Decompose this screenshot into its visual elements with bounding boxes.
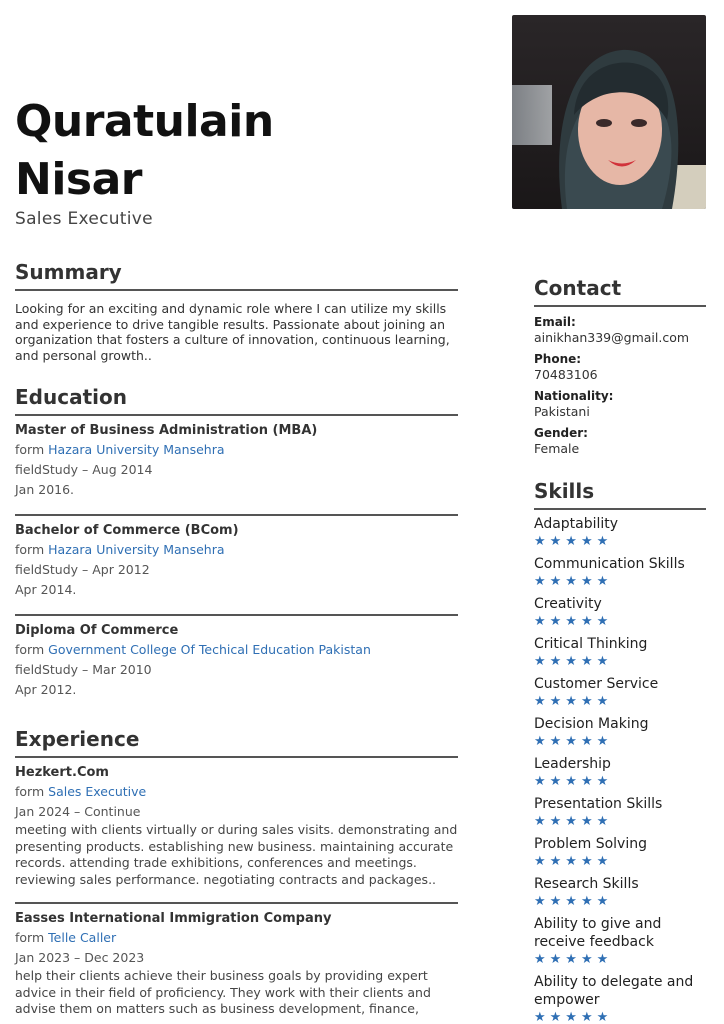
first-name: Quratulain	[15, 96, 274, 147]
role-line	[15, 928, 458, 948]
contact-section	[534, 275, 706, 457]
skill-name: Ability to delegate and empower	[534, 974, 694, 1008]
skill-name: Customer Service	[534, 676, 659, 692]
email-label: Email:	[534, 315, 576, 329]
candidate-name	[15, 93, 274, 209]
experience-entry	[15, 902, 458, 1018]
skill-item	[534, 715, 706, 750]
education-heading: Education	[15, 384, 458, 416]
study-period: fieldStudy – Aug 2014	[15, 462, 153, 477]
institution-link[interactable]: Hazara University Mansehra	[48, 442, 225, 457]
skill-item	[534, 515, 706, 550]
skill-name: Presentation Skills	[534, 796, 663, 812]
skill-name: Ability to give and receive feedback	[534, 916, 662, 950]
experience-section	[15, 726, 458, 1018]
phone-value[interactable]: 70483106	[534, 367, 598, 382]
skill-name: Problem Solving	[534, 836, 647, 852]
from-label: form	[15, 442, 45, 457]
skill-item	[534, 973, 706, 1024]
summary-heading: Summary	[15, 259, 458, 291]
skill-item	[534, 595, 706, 630]
education-entry	[15, 514, 458, 600]
skill-name: Communication Skills	[534, 556, 685, 572]
study-period: fieldStudy – Mar 2010	[15, 662, 152, 677]
skill-name: Adaptability	[534, 516, 619, 532]
phone-label: Phone:	[534, 352, 582, 366]
institution-link[interactable]: Government College Of Techical Education Pakistan	[48, 642, 371, 657]
email-value[interactable]: ainikhan339@gmail.com	[534, 330, 690, 345]
institution-line	[15, 440, 458, 460]
skill-rating-stars: ★★★★★	[534, 894, 613, 909]
skill-rating-stars: ★★★★★	[534, 952, 613, 967]
study-end: Jan 2016.	[15, 482, 75, 497]
skill-item	[534, 875, 706, 910]
company: Hezkert.Com	[15, 765, 109, 780]
institution-line	[15, 540, 458, 560]
gender-value: Female	[534, 441, 580, 456]
skill-item	[534, 555, 706, 590]
role-line	[15, 782, 458, 802]
skill-item	[534, 835, 706, 870]
skill-item	[534, 755, 706, 790]
company: Easses International Immigration Company	[15, 911, 332, 926]
from-label: form	[15, 642, 45, 657]
skill-item	[534, 675, 706, 710]
education-entry	[15, 614, 458, 700]
skills-heading: Skills	[534, 478, 706, 510]
from-label: form	[15, 930, 45, 945]
skill-rating-stars: ★★★★★	[534, 774, 613, 789]
job-description: help their clients achieve their business goals by providing expert advice in their field of proficiency. They work with their clients and advise them on matters such as business development, finance,	[15, 968, 431, 1016]
skill-name: Creativity	[534, 596, 602, 612]
role-link[interactable]: Sales Executive	[48, 784, 147, 799]
skill-name: Critical Thinking	[534, 636, 648, 652]
skill-name: Decision Making	[534, 716, 649, 732]
degree: Bachelor of Commerce (BCom)	[15, 523, 239, 538]
from-label: form	[15, 784, 45, 799]
skill-item	[534, 915, 706, 968]
study-end: Apr 2014.	[15, 582, 77, 597]
skill-rating-stars: ★★★★★	[534, 574, 613, 589]
skill-name: Research Skills	[534, 876, 639, 892]
profile-photo-image	[512, 15, 706, 209]
job-description: meeting with clients virtually or during sales visits. demonstrating and presenting products. establishing new business. maintaining accurate records. attending trade exhibitions, conferences and meetings. reviewing sales performance. negotiating contracts and packages..	[15, 822, 458, 887]
skill-rating-stars: ★★★★★	[534, 734, 613, 749]
skill-rating-stars: ★★★★★	[534, 654, 613, 669]
role-link[interactable]: Telle Caller	[48, 930, 117, 945]
experience-entry	[15, 758, 458, 888]
education-section	[15, 384, 458, 700]
job-period: Jan 2024 – Continue	[15, 804, 141, 819]
skill-item	[534, 795, 706, 830]
job-title: Sales Executive	[15, 209, 153, 229]
from-label: form	[15, 542, 45, 557]
education-entry	[15, 416, 458, 500]
skill-rating-stars: ★★★★★	[534, 814, 613, 829]
skill-name: Leadership	[534, 756, 611, 772]
skills-section	[534, 478, 706, 1024]
degree: Master of Business Administration (MBA)	[15, 423, 318, 438]
contact-heading: Contact	[534, 275, 706, 307]
institution-link[interactable]: Hazara University Mansehra	[48, 542, 225, 557]
study-end: Apr 2012.	[15, 682, 77, 697]
gender-label: Gender:	[534, 426, 588, 440]
last-name: Nisar	[15, 154, 142, 205]
nationality-label: Nationality:	[534, 389, 614, 403]
experience-heading: Experience	[15, 726, 458, 758]
job-period: Jan 2023 – Dec 2023	[15, 950, 145, 965]
skill-item	[534, 635, 706, 670]
institution-line	[15, 640, 458, 660]
summary-section	[15, 259, 458, 363]
study-period: fieldStudy – Apr 2012	[15, 562, 150, 577]
skills-list	[534, 515, 706, 1024]
skill-rating-stars: ★★★★★	[534, 534, 613, 549]
skill-rating-stars: ★★★★★	[534, 1010, 613, 1024]
skill-rating-stars: ★★★★★	[534, 694, 613, 709]
summary-text: Looking for an exciting and dynamic role where I can utilize my skills and experience to drive tangible results. Passionate about joining an organization that fosters a culture of innovation, continuous learning, and personal growth..	[15, 301, 450, 363]
skill-rating-stars: ★★★★★	[534, 854, 613, 869]
nationality-value: Pakistani	[534, 404, 590, 419]
degree: Diploma Of Commerce	[15, 623, 179, 638]
skill-rating-stars: ★★★★★	[534, 614, 613, 629]
profile-photo	[512, 15, 706, 209]
